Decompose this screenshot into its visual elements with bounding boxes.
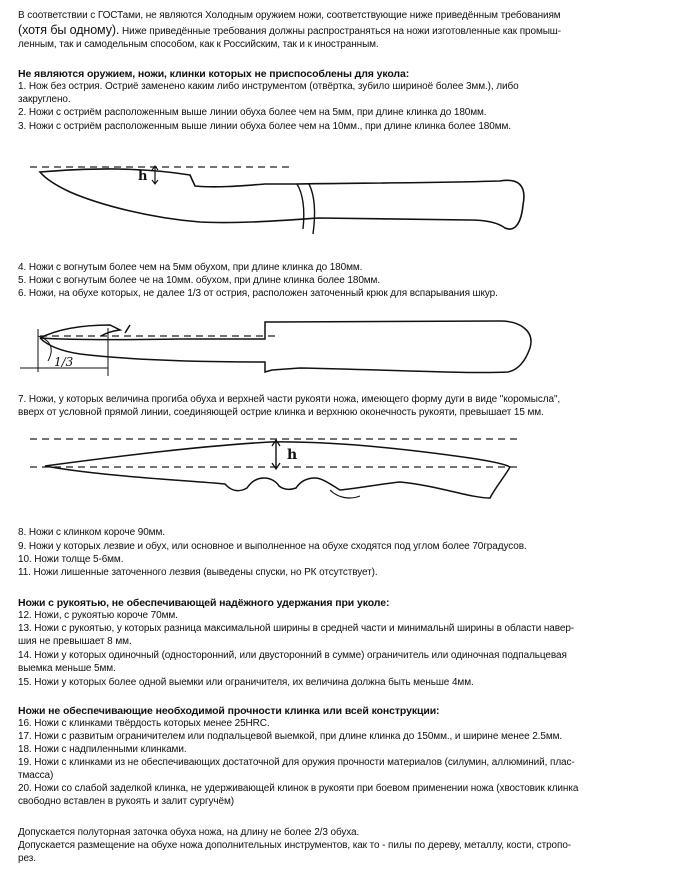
section1-heading: Не являются оружием, ножи, клинки которых не приспособлены для укола: xyxy=(18,68,410,80)
knife-figure-3 xyxy=(0,426,700,516)
figure2-label: 1/3 xyxy=(54,355,74,369)
figure1-label: h xyxy=(138,169,148,184)
list-item: 2. Ножи с остриём расположенным выше линии обуха более чем на 5мм, при длине клинка до 180мм. xyxy=(18,107,487,118)
list-item: 1. Нож без острия. Остриё заменено каким либо инструментом (отвёртка, зубило шириноё более 3мм.), либо xyxy=(18,81,519,92)
list-item: 13. Ножи с рукоятью, у которых разница максимальной ширины в средней части и минимальнй ширины в области навер- xyxy=(18,623,575,634)
list-item: 11. Ножи лишенные заточенного лезвия (выведены спуски, но РК отсутствует). xyxy=(18,567,378,578)
list-item: 19. Ножи с клинками из не обеспечивающих достаточной для оружия прочности материалов (силумин, аллюминий, плас- xyxy=(18,757,575,768)
list-item: 20. Ножи со слабой заделкой клинка, не удерживающей клинок в рукояти при боевом применении ножа (хвостовик клинка xyxy=(18,783,579,794)
list-item: 12. Ножи, с рукоятью короче 70мм. xyxy=(18,610,178,621)
knife-figure-2 xyxy=(0,306,700,386)
footer-note: Допускается размещение на обухе ножа дополнительных инструментов, как то - пилы по дереву, металлу, кости, стропо- xyxy=(18,840,572,851)
list-item: 6. Ножи, на обухе которых, не далее 1/3 от острия, расположен заточенный крюк для вспарывания шкур. xyxy=(18,288,498,299)
knife-figure-1 xyxy=(0,150,700,245)
list-item: закруглено. xyxy=(18,94,71,105)
list-item: 10. Ножи толще 5-6мм. xyxy=(18,554,124,565)
list-item: шия не превышает 8 мм. xyxy=(18,636,132,647)
section5-heading: Ножи с рукоятью, не обеспечивающей надёжного удержания при уколе: xyxy=(18,597,390,609)
list-item: 8. Ножи с клинком короче 90мм. xyxy=(18,527,165,538)
list-item: 3. Ножи с остриём расположенным выше линии обуха более чем на 10мм., при длине клинка более 180мм. xyxy=(18,121,511,132)
list-item: 7. Ножи, у которых величина прогиба обуха и верхней части рукояти ножа, имеющего форму дуги в виде "коромысла", xyxy=(18,394,561,405)
list-item: свободно вставлен в рукоять и залит сургучём) xyxy=(18,796,234,807)
intro-line-2-rest: Ниже приведённые требования должны распространяться на ножи изготовленные как промыш- xyxy=(119,26,561,37)
footer-note: рез. xyxy=(18,853,36,864)
list-item: 17. Ножи с развитым ограничителем или подпальцевой выемкой, при длине клинка до 150мм., и ширине менее 2.5мм. xyxy=(18,731,563,742)
section6-heading: Ножи не обеспечивающие необходимой прочности клинка или всей конструкции: xyxy=(18,705,440,717)
list-item: 18. Ножи с надпиленными клинками. xyxy=(18,744,187,755)
list-item: 4. Ножи с вогнутым более чем на 5мм обухом, при длине клинка до 180мм. xyxy=(18,262,363,273)
intro-line-2 xyxy=(18,24,561,38)
intro-line-3: ленным, так и самодельным способом, как к Российским, так и к иностранным. xyxy=(18,39,379,50)
list-item: 9. Ножи у которых лезвие и обух, или основное и выполненное на обухе сходятся под углом более 70градусов. xyxy=(18,541,527,552)
footer-note: Допускается полуторная заточка обуха ножа, на длину не более 2/3 обуха. xyxy=(18,827,360,838)
figure3-label: h xyxy=(287,447,298,463)
intro-emphasis: (хотя бы одному). xyxy=(18,23,120,37)
list-item: 5. Ножи с вогнутым более че на 10мм. обухом, при длине клинка более 180мм. xyxy=(18,275,381,286)
list-item: вверх от условной прямой линии, соединяющей острие клинка и верхнюю оконечность рукояти, превышает 15 мм. xyxy=(18,407,544,418)
list-item: тмасса) xyxy=(18,770,54,781)
list-item: выемка меньше 5мм. xyxy=(18,663,116,674)
intro-line-1: В соответствии с ГОСТами, не являются Холодным оружием ножи, соответствующие ниже приведённым требованиям xyxy=(18,10,561,21)
list-item: 14. Ножи у которых одиночный (односторонний, или двусторонний в сумме) ограничитель или одиночная подпальцевая xyxy=(18,650,567,661)
list-item: 16. Ножи с клинками твёрдость которых менее 25HRC. xyxy=(18,718,270,729)
list-item: 15. Ножи у которых более одной выемки или ограничителя, их величина должна быть меньше 4мм. xyxy=(18,677,474,688)
